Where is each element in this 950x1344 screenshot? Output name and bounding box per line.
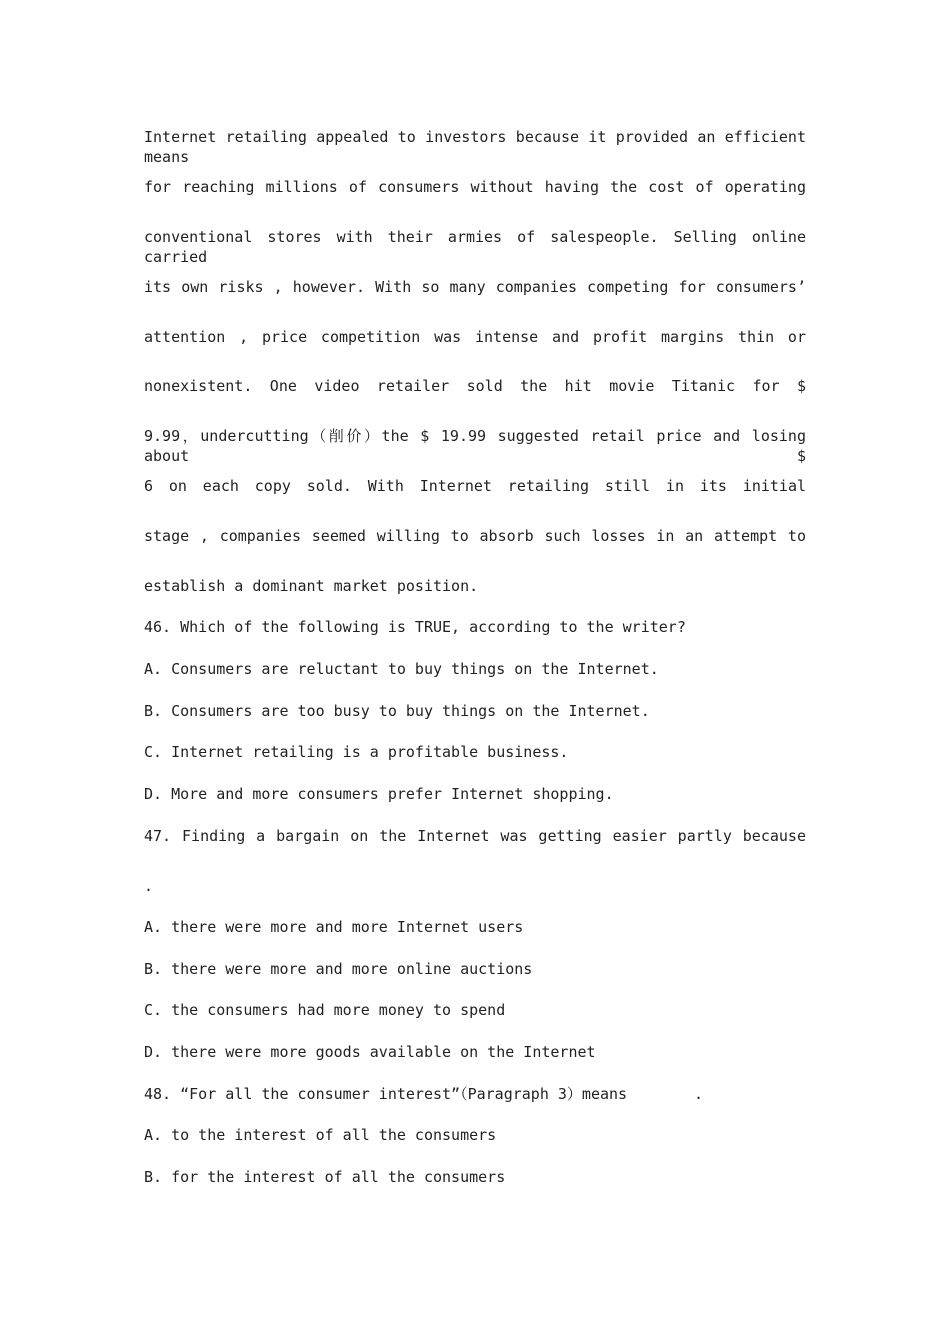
passage-line: attention , price competition was intense and profit margins thin or xyxy=(144,328,806,346)
passage-line: stage , companies seemed willing to absorb such losses in an attempt to xyxy=(144,527,806,545)
option-d: D. there were more goods available on the Internet xyxy=(144,1043,596,1061)
option-c: C. the consumers had more money to spend xyxy=(144,1001,506,1019)
question-stem: 47. Finding a bargain on the Internet was getting easier partly because xyxy=(144,827,806,845)
question-stem: 46. Which of the following is TRUE, according to the writer? xyxy=(144,618,686,636)
passage-line: its own risks , however. With so many companies competing for consumers’ xyxy=(144,278,806,296)
question-stem-end: . xyxy=(694,1085,704,1103)
option-a: A. Consumers are reluctant to buy things on the Internet. xyxy=(144,660,659,678)
option-b: B. Consumers are too busy to buy things on the Internet. xyxy=(144,702,650,720)
option-c: C. Internet retailing is a profitable business. xyxy=(144,743,569,761)
option-b: B. for the interest of all the consumers xyxy=(144,1168,506,1186)
option-a: A. there were more and more Internet users xyxy=(144,918,524,936)
question-stem: 48. “For all the consumer interest”（Paragraph 3）means xyxy=(144,1085,628,1103)
option-a: A. to the interest of all the consumers xyxy=(144,1126,497,1144)
option-d: D. More and more consumers prefer Internet shopping. xyxy=(144,785,614,803)
passage-line: establish a dominant market position. xyxy=(144,577,479,595)
question-stem-end: . xyxy=(144,877,154,895)
passage-line: Internet retailing appealed to investors because it provided an efficient means xyxy=(144,128,806,166)
passage-line: conventional stores with their armies of salespeople. Selling online carried xyxy=(144,228,806,266)
passage-line: for reaching millions of consumers without having the cost of operating xyxy=(144,178,806,196)
passage-line: nonexistent. One video retailer sold the hit movie Titanic for $ xyxy=(144,377,806,395)
passage-line: 9.99，undercutting（削价）the $ 19.99 suggested retail price and losing about $ xyxy=(144,427,806,465)
option-b: B. there were more and more online auctions xyxy=(144,960,533,978)
passage-line: 6 on each copy sold. With Internet retailing still in its initial xyxy=(144,477,806,495)
